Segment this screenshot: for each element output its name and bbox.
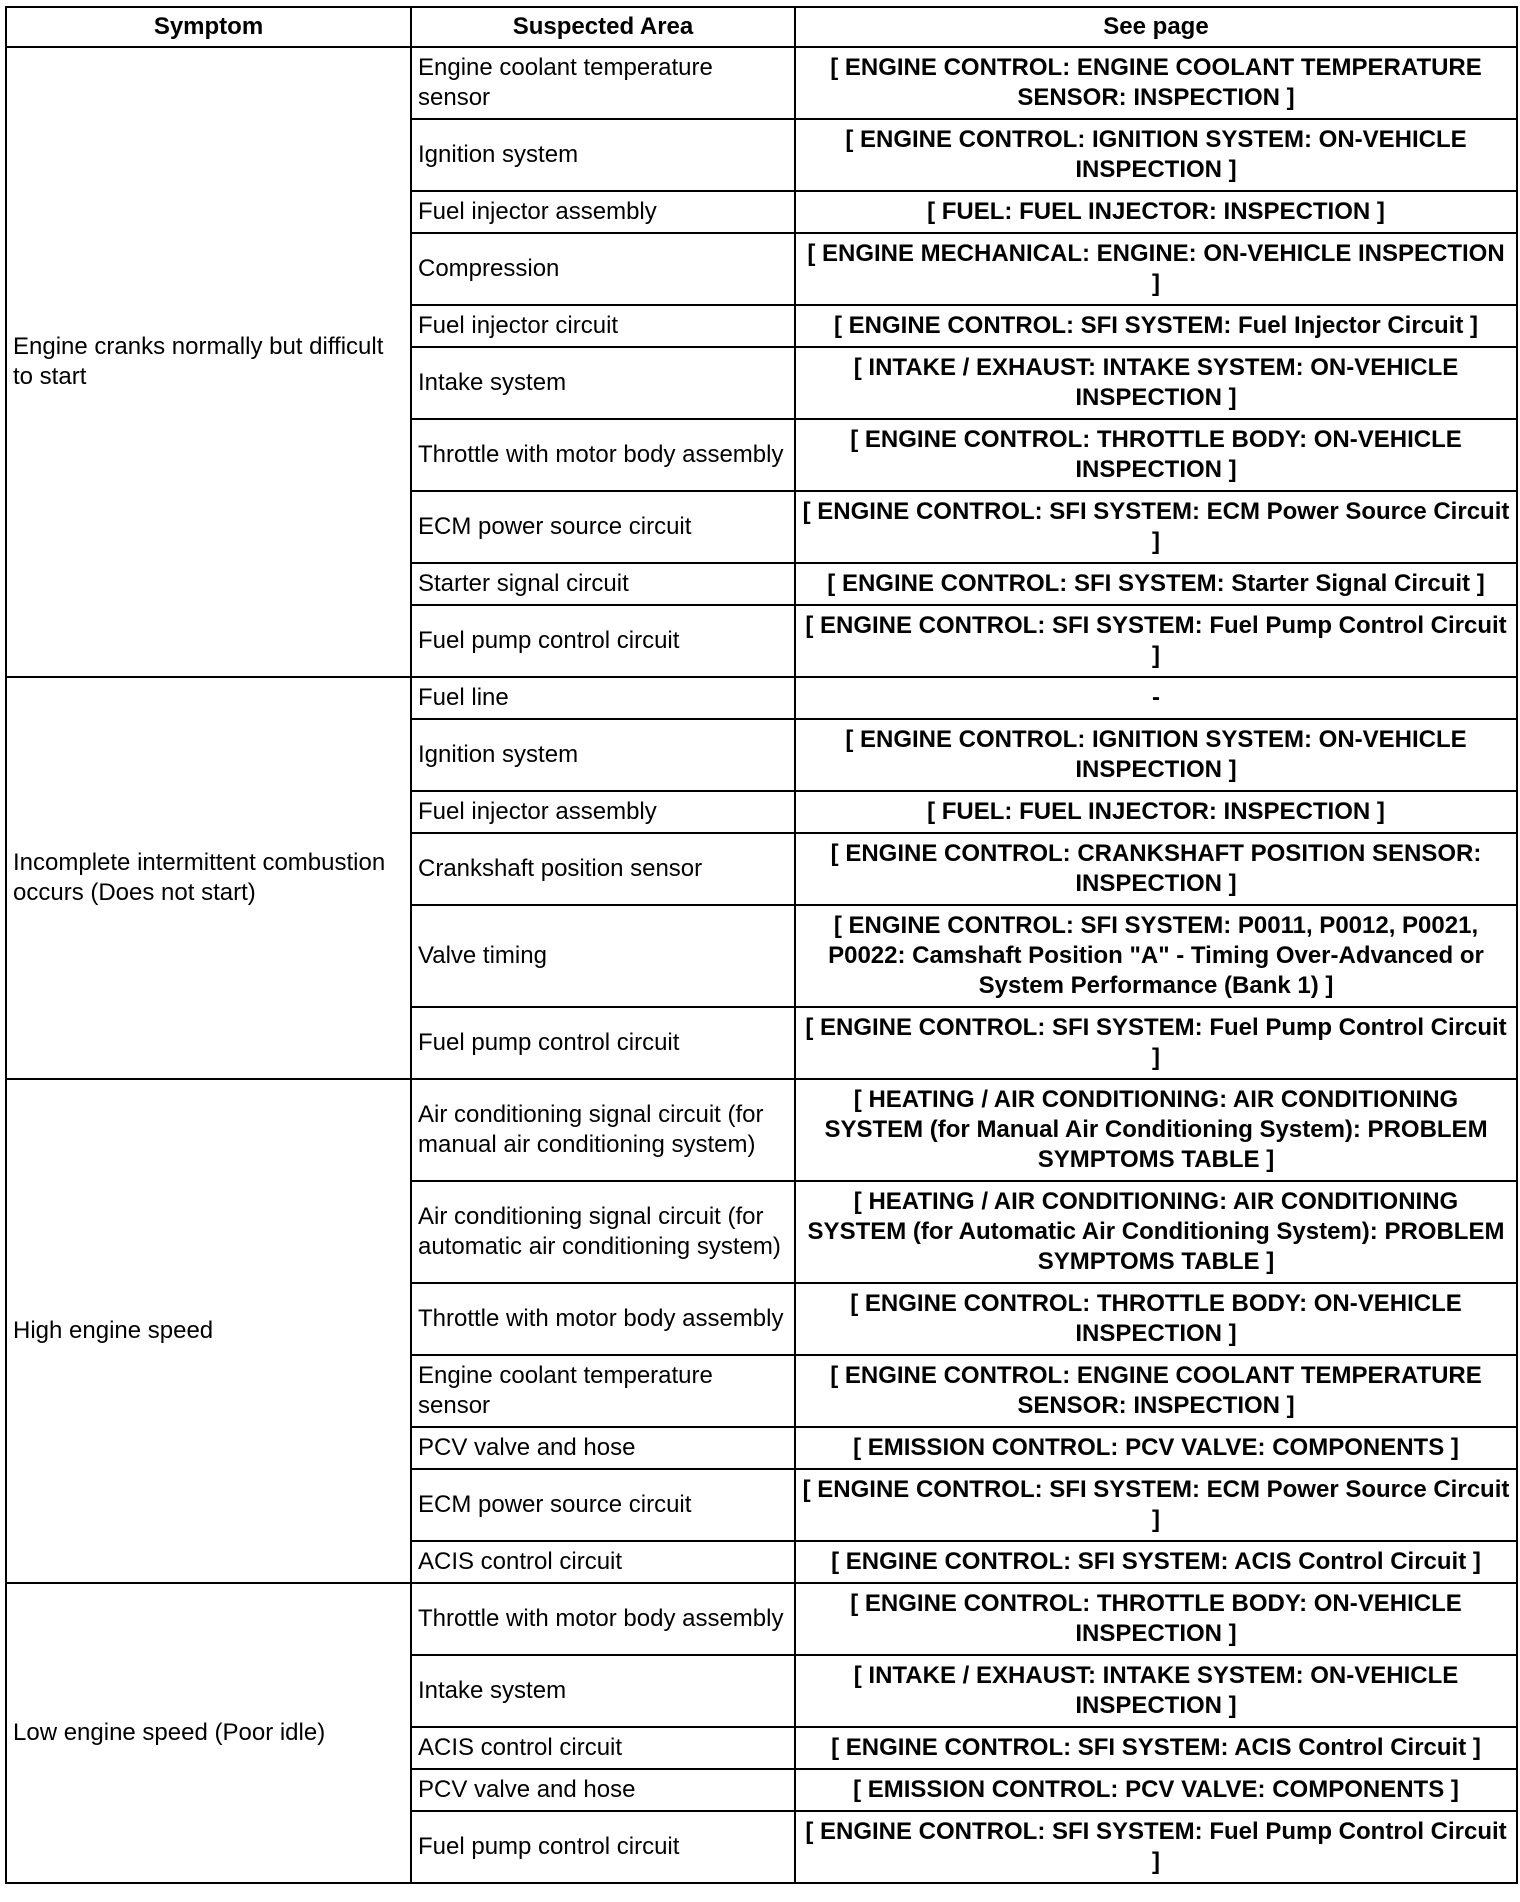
see-page-reference-cell: [ ENGINE MECHANICAL: ENGINE: ON-VEHICLE INSPECTION ] [795,233,1517,305]
symptom-cell: Low engine speed (Poor idle) [6,1583,411,1883]
suspected-area-cell: Valve timing [411,905,795,1007]
suspected-area-cell: Intake system [411,1655,795,1727]
suspected-area-cell: Throttle with motor body assembly [411,1583,795,1655]
table-row [6,1079,1517,1181]
suspected-area-cell: Fuel injector circuit [411,305,795,347]
suspected-area-cell: Fuel injector assembly [411,191,795,233]
see-page-reference-cell: [ ENGINE CONTROL: SFI SYSTEM: ECM Power Source Circuit ] [795,491,1517,563]
suspected-area-cell: Fuel pump control circuit [411,1007,795,1079]
see-page-reference-cell: [ HEATING / AIR CONDITIONING: AIR CONDITIONING SYSTEM (for Automatic Air Conditioning System): PROBLEM SYMPTOMS TABLE ] [795,1181,1517,1283]
see-page-reference-cell: [ ENGINE CONTROL: ENGINE COOLANT TEMPERATURE SENSOR: INSPECTION ] [795,47,1517,119]
see-page-reference-cell: [ INTAKE / EXHAUST: INTAKE SYSTEM: ON-VEHICLE INSPECTION ] [795,347,1517,419]
table-row [6,677,1517,719]
suspected-area-cell: Crankshaft position sensor [411,833,795,905]
see-page-reference-cell: [ HEATING / AIR CONDITIONING: AIR CONDITIONING SYSTEM (for Manual Air Conditioning System): PROBLEM SYMPTOMS TABLE ] [795,1079,1517,1181]
suspected-area-cell: Air conditioning signal circuit (for manual air conditioning system) [411,1079,795,1181]
header-row [6,7,1517,47]
suspected-area-cell: Starter signal circuit [411,563,795,605]
see-page-reference-cell: - [795,677,1517,719]
suspected-area-cell: Intake system [411,347,795,419]
table-body [6,47,1517,1883]
suspected-area-cell: Engine coolant temperature sensor [411,47,795,119]
suspected-area-column-header: Suspected Area [411,7,795,47]
see-page-reference-cell: [ ENGINE CONTROL: SFI SYSTEM: Fuel Injector Circuit ] [795,305,1517,347]
suspected-area-cell: ECM power source circuit [411,491,795,563]
symptom-cell: High engine speed [6,1079,411,1583]
see-page-reference-cell: [ ENGINE CONTROL: SFI SYSTEM: ACIS Control Circuit ] [795,1541,1517,1583]
suspected-area-cell: Ignition system [411,119,795,191]
table-row [6,47,1517,119]
suspected-area-cell: Throttle with motor body assembly [411,419,795,491]
see-page-reference-cell: [ FUEL: FUEL INJECTOR: INSPECTION ] [795,791,1517,833]
suspected-area-cell: PCV valve and hose [411,1427,795,1469]
suspected-area-cell: Fuel pump control circuit [411,605,795,677]
table-row [6,1583,1517,1655]
see-page-reference-cell: [ ENGINE CONTROL: SFI SYSTEM: Fuel Pump Control Circuit ] [795,1811,1517,1883]
see-page-reference-cell: [ ENGINE CONTROL: IGNITION SYSTEM: ON-VEHICLE INSPECTION ] [795,119,1517,191]
see-page-column-header: See page [795,7,1517,47]
suspected-area-cell: ACIS control circuit [411,1541,795,1583]
see-page-reference-cell: [ ENGINE CONTROL: THROTTLE BODY: ON-VEHICLE INSPECTION ] [795,419,1517,491]
problem-symptoms-table [5,6,1518,1884]
suspected-area-cell: ACIS control circuit [411,1727,795,1769]
see-page-reference-cell: [ ENGINE CONTROL: SFI SYSTEM: ACIS Control Circuit ] [795,1727,1517,1769]
see-page-reference-cell: [ ENGINE CONTROL: SFI SYSTEM: Fuel Pump Control Circuit ] [795,605,1517,677]
see-page-reference-cell: [ ENGINE CONTROL: CRANKSHAFT POSITION SENSOR: INSPECTION ] [795,833,1517,905]
see-page-reference-cell: [ ENGINE CONTROL: SFI SYSTEM: Starter Signal Circuit ] [795,563,1517,605]
suspected-area-cell: ECM power source circuit [411,1469,795,1541]
see-page-reference-cell: [ EMISSION CONTROL: PCV VALVE: COMPONENTS ] [795,1427,1517,1469]
see-page-reference-cell: [ ENGINE CONTROL: ENGINE COOLANT TEMPERATURE SENSOR: INSPECTION ] [795,1355,1517,1427]
suspected-area-cell: Throttle with motor body assembly [411,1283,795,1355]
suspected-area-cell: Engine coolant temperature sensor [411,1355,795,1427]
suspected-area-cell: Air conditioning signal circuit (for automatic air conditioning system) [411,1181,795,1283]
see-page-reference-cell: [ ENGINE CONTROL: SFI SYSTEM: ECM Power Source Circuit ] [795,1469,1517,1541]
suspected-area-cell: Compression [411,233,795,305]
see-page-reference-cell: [ FUEL: FUEL INJECTOR: INSPECTION ] [795,191,1517,233]
suspected-area-cell: Ignition system [411,719,795,791]
see-page-reference-cell: [ ENGINE CONTROL: SFI SYSTEM: P0011, P0012, P0021, P0022: Camshaft Position "A" - Timing Over-Advanced or System Performance (Bank 1) ] [795,905,1517,1007]
suspected-area-cell: Fuel pump control circuit [411,1811,795,1883]
symptom-cell: Incomplete intermittent combustion occurs (Does not start) [6,677,411,1079]
see-page-reference-cell: [ ENGINE CONTROL: THROTTLE BODY: ON-VEHICLE INSPECTION ] [795,1583,1517,1655]
symptom-cell: Engine cranks normally but difficult to start [6,47,411,677]
symptom-column-header: Symptom [6,7,411,47]
see-page-reference-cell: [ ENGINE CONTROL: THROTTLE BODY: ON-VEHICLE INSPECTION ] [795,1283,1517,1355]
suspected-area-cell: PCV valve and hose [411,1769,795,1811]
see-page-reference-cell: [ ENGINE CONTROL: SFI SYSTEM: Fuel Pump Control Circuit ] [795,1007,1517,1079]
see-page-reference-cell: [ EMISSION CONTROL: PCV VALVE: COMPONENTS ] [795,1769,1517,1811]
see-page-reference-cell: [ INTAKE / EXHAUST: INTAKE SYSTEM: ON-VEHICLE INSPECTION ] [795,1655,1517,1727]
see-page-reference-cell: [ ENGINE CONTROL: IGNITION SYSTEM: ON-VEHICLE INSPECTION ] [795,719,1517,791]
suspected-area-cell: Fuel injector assembly [411,791,795,833]
suspected-area-cell: Fuel line [411,677,795,719]
